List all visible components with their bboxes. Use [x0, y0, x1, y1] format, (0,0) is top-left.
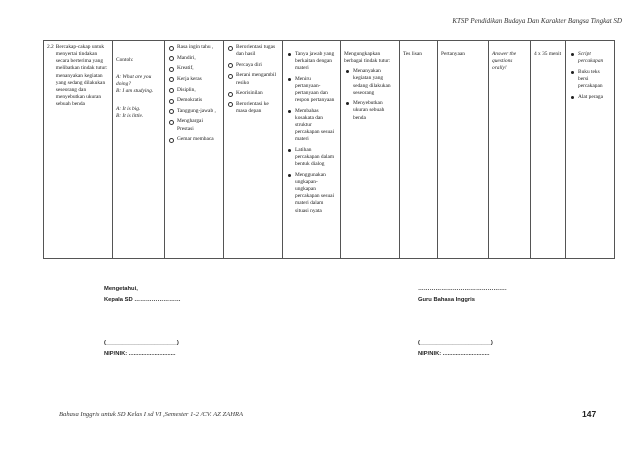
activities-cell: [283, 41, 341, 259]
list-item: Kerja keras: [168, 76, 220, 83]
example-cell: [113, 41, 165, 259]
technique-text: Tes lisan: [403, 51, 422, 57]
list-item: Menggunakan ungkapan-ungkapan percakapan sesuai materi dalam situasi nyata: [286, 172, 337, 215]
competency-number: 2.2: [47, 44, 54, 50]
values-cell: [165, 41, 224, 259]
running-footer: Bahasa Inggris untuk SD Kelas I sd VI ,Semester 1-2 /CV. AZ ZAHRA: [59, 411, 244, 418]
sources-cell: [566, 41, 615, 259]
list-item: Alat peraga: [569, 94, 611, 101]
list-item: Tanya jawab yang berkaitan dengan materi: [286, 51, 337, 72]
list-item: Berani mengambil resiko: [227, 72, 279, 86]
competency-cell: [44, 41, 113, 259]
list-item: Berorientasi tugas dan hasil: [227, 44, 279, 58]
list-item: Buku teks bersi percakapan: [569, 69, 611, 90]
syllabus-table: [43, 40, 615, 259]
signature-block-teacher: [418, 284, 507, 360]
list-item: Kreatif,: [168, 65, 220, 72]
entrepreneurship-cell: [224, 41, 283, 259]
signature-line: Kepala SD ……………………: [104, 297, 181, 303]
list-item: Membahas kosakata dan struktur percakapan sesuai materi: [286, 108, 337, 144]
example-line: B: I am studying.: [116, 88, 154, 95]
signature-line: Mengetahui,: [104, 286, 138, 292]
time-cell: [531, 41, 566, 259]
competency-text: Bercakap-cakap untuk menyertai tindakan secara berterima yang melibatkan tindak tutur: menanyakan kegiatan yang sedang dilakukan seseorang dan menyebutkan ukuran sebuah benda: [55, 44, 108, 107]
list-item: Menghargai Prestasi: [168, 118, 220, 132]
list-item: Menyebutkan ukuran sebuah benda: [344, 100, 396, 121]
signature-line: (______________________): [418, 340, 493, 346]
list-item: Tanggung-jawab ,: [168, 108, 220, 115]
list-item: Disiplin,: [168, 87, 220, 94]
time-text: 4 x 35 menit: [534, 51, 562, 57]
instrument-cell: [489, 41, 531, 259]
list-item: Rasa ingin tahu ,: [168, 44, 220, 51]
technique-cell: [400, 41, 438, 259]
list-item: Gemar membaca: [168, 136, 220, 143]
list-item: Script percakapan: [569, 51, 611, 65]
signature-line: (______________________): [104, 340, 179, 346]
example-line: B: It is little.: [116, 112, 144, 119]
example-line: A: What are you doing?: [116, 74, 152, 88]
example-heading: Contoh:: [116, 57, 134, 63]
list-item: Berorientasi ke masa depan: [227, 101, 279, 115]
list-item: Demokratis: [168, 97, 220, 104]
form-text: Pertanyaan: [441, 51, 465, 57]
signature-line: ……………………………………….: [418, 286, 507, 292]
indicators-cell: [341, 41, 400, 259]
signature-block-principal: [104, 284, 181, 360]
list-item: Keorisinilan: [227, 90, 279, 97]
example-line: A: It is big.: [116, 105, 141, 112]
table-row: [44, 41, 615, 259]
running-header: KTSP Pendidikan Budaya Dan Karakter Bangsa Tingkat SD: [452, 17, 622, 25]
signature-line: NIP/NIK: .............................: [104, 351, 176, 357]
list-item: Mandiri,: [168, 55, 220, 62]
form-cell: [438, 41, 489, 259]
list-item: Meniru pertanyaan-pertanyaan dan respon pertanyaan: [286, 76, 337, 105]
list-item: Menanyakan kegiatan yang sedang dilakukan seseorang: [344, 68, 396, 97]
indicators-intro: Mengungkapkan berbagai tindak tutur:: [344, 51, 391, 65]
list-item: Percaya diri: [227, 62, 279, 69]
signature-line: NIP/NIK: .............................: [418, 351, 490, 357]
signature-line: Guru Bahasa Inggris: [418, 297, 476, 303]
list-item: Latihan percakapan dalam bentuk dialog: [286, 147, 337, 168]
page-number: 147: [582, 409, 597, 419]
instrument-text: Answer the questions orally!: [492, 51, 517, 72]
